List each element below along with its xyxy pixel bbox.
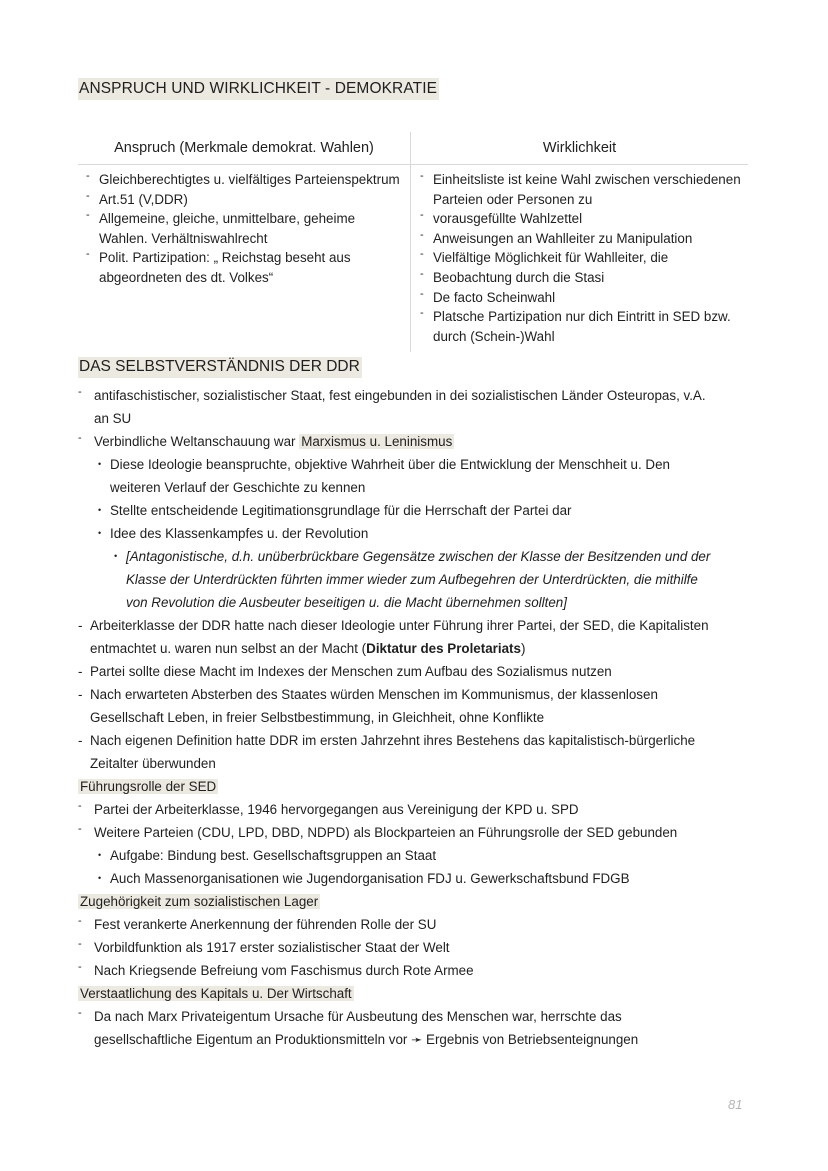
list-item: - Beobachtung durch die Stasi (418, 268, 748, 288)
list-item: - Arbeiterklasse der DDR hatte nach dieser Ideologie unter Führung ihrer Partei, der SED, die Kapitalisten (78, 614, 758, 637)
table-header-wirklichkeit: Wirklichkeit (542, 140, 617, 156)
list-item: - Polit. Partizipation: „ Reichstag beseht aus abgeordneten des dt. Volkes“ (84, 248, 402, 287)
bullet-item: • Auch Massenorganisationen wie Jugendorganisation FDJ u. Gewerkschaftsbund FDGB (78, 867, 758, 890)
section-title-selbstverstaendnis: DAS SELBSTVERSTÄNDNIS DER DDR (78, 357, 362, 377)
bullet-item-continuation: weiteren Verlauf der Geschichte zu kennen (110, 480, 366, 495)
list-item: - Partei der Arbeiterklasse, 1946 hervorgegangen aus Vereinigung der KPD u. SPD (78, 798, 758, 821)
list-item: - Anweisungen an Wahlleiter zu Manipulation (418, 229, 748, 249)
list-item: - Platsche Partizipation nur dich Eintritt in SED bzw. durch (Schein-)Wahl (418, 307, 748, 346)
page-number: 81 (728, 1097, 743, 1112)
arrow-icon: ➛ (411, 1032, 423, 1047)
list-item-continuation: entmachtet u. waren nun selbst an der Macht (Diktatur des Proletariats) (90, 641, 526, 656)
subsection-title-lager: Zugehörigkeit zum sozialistischen Lager (80, 894, 319, 909)
anspruch-list (84, 170, 402, 288)
list-item: - antifaschistischer, sozialistischer Staat, fest eingebunden in dei sozialistischen Länder Osteuropas, v.A. (78, 384, 758, 407)
list-item: - Nach erwarteten Absterben des Staates würden Menschen im Kommunismus, der klassenlosen (78, 683, 758, 706)
list-item: - De facto Scheinwahl (418, 288, 748, 308)
notes-body (78, 384, 758, 1051)
list-item: - Fest verankerte Anerkennung der führenden Rolle der SU (78, 913, 758, 936)
highlight-marxismus: Marxismus u. Leninismus (301, 434, 453, 449)
list-item-continuation: Zeitalter überwunden (90, 756, 216, 771)
list-item: - Nach eigenen Definition hatte DDR im ersten Jahrzehnt ihres Bestehens das kapitalistisch-bürgerliche (78, 729, 758, 752)
bullet-item-nested: • [Antagonistische, d.h. unüberbrückbare Gegensätze zwischen der Klasse der Besitzenden und der (78, 545, 758, 568)
list-item: - Art.51 (V,DDR) (84, 190, 402, 210)
list-item: - Gleichberechtigtes u. vielfältiges Parteienspektrum (84, 170, 402, 190)
list-item: - Vielfältige Möglichkeit für Wahlleiter, die (418, 248, 748, 268)
list-item: - Da nach Marx Privateigentum Ursache für Ausbeutung des Menschen war, herrschte das (78, 1005, 758, 1028)
list-item: - Verbindliche Weltanschauung war Marxismus u. Leninismus (78, 430, 758, 453)
table-header-anspruch: Anspruch (Merkmale demokrat. Wahlen) (114, 140, 374, 156)
list-item: - Einheitsliste ist keine Wahl zwischen verschiedenen Parteien oder Personen zu (418, 170, 748, 209)
list-item: - Vorbildfunktion als 1917 erster sozialistischer Staat der Welt (78, 936, 758, 959)
bullet-item-continuation: Klasse der Unterdrückten führten immer wieder zum Aufbegehren der Unterdrückten, die mithilfe (126, 572, 698, 587)
subsection-title-verstaatlichung: Verstaatlichung des Kapitals u. Der Wirtschaft (80, 986, 352, 1001)
list-item-continuation: gesellschaftliche Eigentum an Produktionsmitteln vor ➛ Ergebnis von Betriebsenteignungen (94, 1032, 639, 1047)
list-item: - Allgemeine, gleiche, unmittelbare, geheime Wahlen. Verhältniswahlrecht (84, 209, 402, 248)
list-item: - Nach Kriegsende Befreiung vom Faschismus durch Rote Armee (78, 959, 758, 982)
list-item: - vorausgefüllte Wahlzettel (418, 209, 748, 229)
page-title: ANSPRUCH UND WIRKLICHKEIT - DEMOKRATIE (78, 79, 439, 99)
list-item: - Weitere Parteien (CDU, LPD, DBD, NDPD) als Blockparteien an Führungsrolle der SED gebunden (78, 821, 758, 844)
bold-diktatur: Diktatur des Proletariats (366, 641, 521, 656)
subsection-title-fuehrungsrolle: Führungsrolle der SED (80, 779, 217, 794)
bullet-item-continuation: von Revolution die Ausbeuter beseitigen u. die Macht übernehmen sollten] (126, 595, 567, 610)
list-item-continuation: an SU (94, 411, 132, 426)
list-item: - Partei sollte diese Macht im Indexes der Menschen zum Aufbau des Sozialismus nutzen (78, 660, 758, 683)
bullet-item: • Idee des Klassenkampfes u. der Revolution (78, 522, 758, 545)
wirklichkeit-list (418, 170, 748, 346)
bullet-item: • Aufgabe: Bindung best. Gesellschaftsgruppen an Staat (78, 844, 758, 867)
bullet-item: • Diese Ideologie beanspruchte, objektive Wahrheit über die Entwicklung der Menschheit u. Den (78, 453, 758, 476)
comparison-table (78, 132, 748, 352)
bullet-item: • Stellte entscheidende Legitimationsgrundlage für die Herrschaft der Partei dar (78, 499, 758, 522)
list-item-continuation: Gesellschaft Leben, in freier Selbstbestimmung, in Gleichheit, ohne Konflikte (90, 710, 545, 725)
table-divider-vertical (410, 132, 411, 352)
table-divider-horizontal (78, 164, 748, 165)
